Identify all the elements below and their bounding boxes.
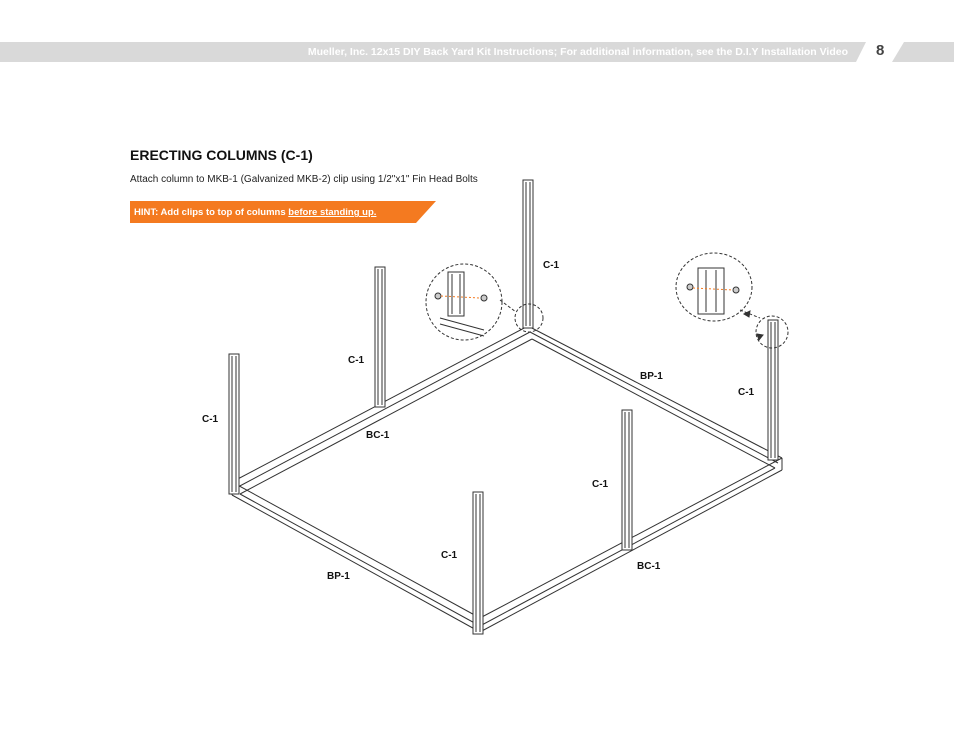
column-front-corner [473,492,483,634]
header-title: Mueller, Inc. 12x15 DIY Back Yard Kit Instructions; For additional information, see the D.I.Y Installation Video [307,46,848,58]
label-bc1-left: BC-1 [366,430,390,441]
hint-prefix: HINT: Add clips to top of columns [134,207,289,218]
column-left-corner [229,354,239,494]
page-number: 8 [876,42,885,59]
instruction-text: Attach column to MKB-1 (Galvanized MKB-2) clip using 1/2"x1" Fin Head Bolts [130,174,478,185]
corner-clip-detail [435,272,487,336]
label-bp1-front: BP-1 [327,571,350,582]
column-back-corner [523,180,533,328]
label-c1-back: C-1 [543,260,560,271]
column-left-mid [375,267,385,407]
top-clip-detail [687,268,739,314]
label-bc1-front: BC-1 [637,561,661,572]
label-c1-left-corner: C-1 [202,414,219,425]
label-c1-front: C-1 [441,550,458,561]
label-bp1-right: BP-1 [640,371,663,382]
section-title: ERECTING COLUMNS (C-1) [130,147,313,163]
column-right-corner [768,320,778,460]
label-c1-front-mid: C-1 [592,479,609,490]
column-front-mid [622,410,632,550]
label-c1-right: C-1 [738,387,755,398]
hint-link[interactable]: before standing up. [288,207,377,218]
label-c1-left-mid: C-1 [348,355,365,366]
